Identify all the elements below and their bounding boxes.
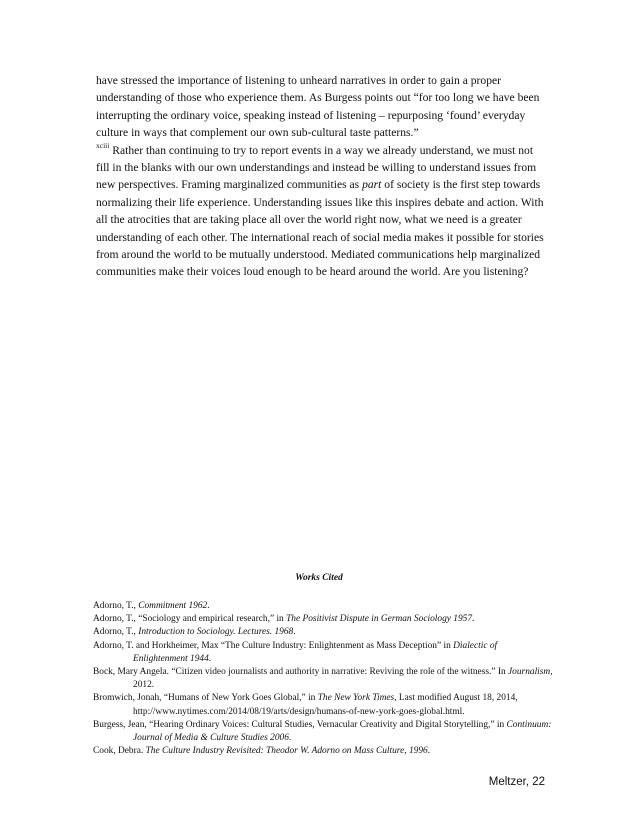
body-paragraph — [96, 72, 546, 281]
body-text-part2: Rather than continuing to try to report events in a way we already understand, we must not fill in the blanks with our own understandings and instead be willing to understand issues from new perspectives. Framing marginalized communities as — [96, 143, 537, 192]
citation: Adorno, T. and Horkheimer, Max “The Culture Industry: Enlightenment as Mass Deception” in Dialectic of Enlightenment 1944. — [93, 640, 498, 664]
emphasis-part: part — [362, 178, 382, 192]
citation: Adorno, T., “Sociology and empirical research,” in The Positivist Dispute in German Sociology 1957. — [93, 614, 475, 625]
citation: Cook, Debra. The Culture Industry Revisited: Theodor W. Adorno on Mass Culture, 1996. — [93, 746, 431, 757]
works-cited-heading: Works Cited — [295, 573, 343, 583]
page-footer: Meltzer, 22 — [488, 776, 545, 788]
citation: Adorno, T., Introduction to Sociology. Lectures. 1968. — [93, 627, 296, 638]
citation: Burgess, Jean, “Hearing Ordinary Voices: Cultural Studies, Vernacular Creativity and Digital Storytelling,” in Continuum: Journal of Media & Culture Studies 2006. — [93, 719, 552, 744]
citation: Bock, Mary Angela. “Citizen video journalists and authority in narrative: Reviving the role of the witness.” In Journalism, 2012. — [93, 667, 553, 691]
endnote-marker: xciii — [96, 140, 110, 150]
citation: Adorno, T., Commitment 1962. — [93, 601, 210, 611]
works-cited-list — [93, 600, 553, 758]
body-text-part1: have stressed the importance of listening to unheard narratives in order to gain a proper understanding of those who experience them. As Burgess points out “for too long we have been interrupting the ordinary voice, speaking instead of listening – repurposing ‘found’ everyday culture in ways that complement our own sub-cultural taste patterns.” — [96, 74, 540, 140]
body-text-part3: of society is the first step towards normalizing their life experience. Understanding issues like this inspires debate and action. With all the atrocities that are taking place all over the world right now, what we need is a greater understanding of each other. The international reach of social media makes it possible for stories from around the world to be mutually understood. Mediated communications help marginalized communities make their voices loud enough to be heard around the world. Are you listening? — [96, 178, 544, 279]
citation: Bromwich, Jonah, “Humans of New York Goes Global,” in The New York Times, Last modified August 18, 2014, http://www.nytimes.com/2014/08/19/arts/design/humans-of-new-york-goes-global.html. — [93, 693, 518, 717]
